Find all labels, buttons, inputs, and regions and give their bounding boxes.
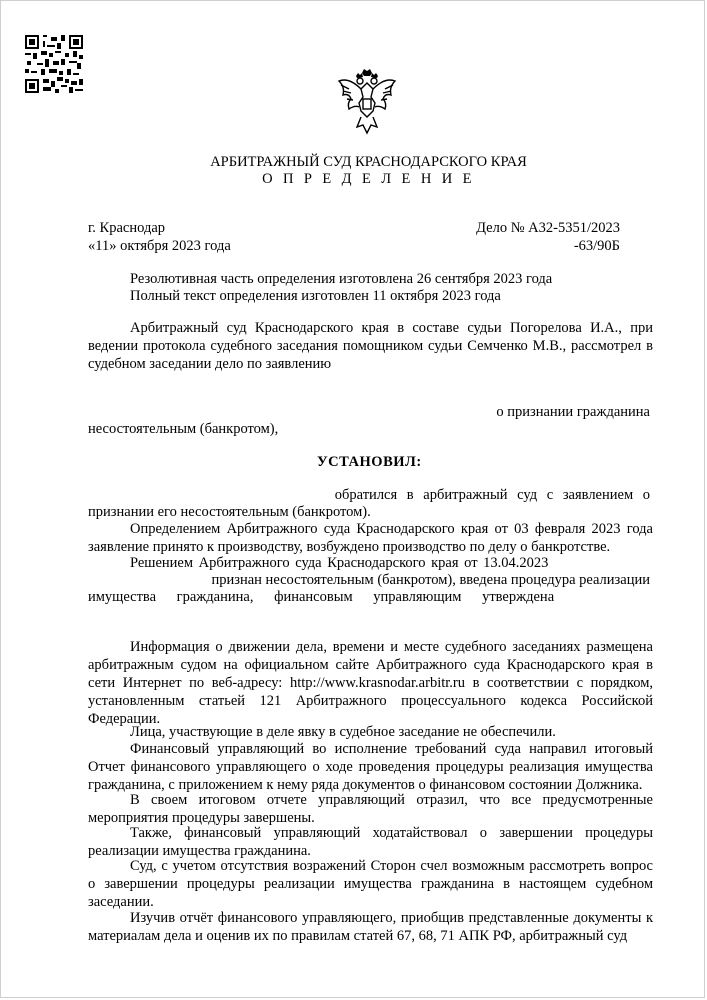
- paragraph-1a: обратился в арбитражный суд с заявлением о: [334, 487, 650, 503]
- paragraph-5: Лица, участвующие в деле явку в судебное заседание не обеспечили.: [130, 724, 556, 740]
- case-number: Дело № А32-5351/2023: [476, 220, 620, 236]
- paragraph-3a: Решением Арбитражного суда Краснодарского края от 13.04.2023: [130, 555, 549, 571]
- subject-line: несостоятельным (банкротом),: [88, 421, 279, 437]
- paragraph-4: Информация о движении дела, времени и месте судебного заседаниях размещена арбитражным судом на официальном сайте Арбитражного суда Краснодарского края в сети Интернет по веб-адресу: http://www.krasnodar.arbitr.ru в соответствии с порядком, установленным статьей 121 Арбитражного процессуального кодекса Российской Федерации.: [88, 639, 653, 727]
- paragraph-6: Финансовый управляющий во исполнение требований суда направил итоговый Отчет финансового управляющего о ходе проведения процедуры реализация имущества гражданина, с приложением к нему ряда документов о финансовом состоянии Должника.: [88, 741, 653, 793]
- ruling-date: «11» октября 2023 года: [88, 238, 231, 254]
- paragraph-3b: признан несостоятельным (банкротом), введена процедура реализации: [211, 572, 650, 588]
- city: г. Краснодар: [88, 220, 166, 236]
- qr-code-icon: [25, 35, 83, 93]
- paragraph-9: Суд, с учетом отсутствия возражений Сторон счел возможным рассмотреть вопрос о завершении процедуры реализации имущества гражданина в настоящем судебном заседании.: [88, 858, 653, 910]
- paragraph-2: Определением Арбитражного суда Краснодарского края от 03 февраля 2023 года заявление принято к производству, возбуждено производство по делу о банкротстве.: [88, 521, 653, 555]
- paragraph-7: В своем итоговом отчете управляющий отразил, что все предусмотренные мероприятия процедуры завершены.: [88, 792, 653, 826]
- intro-paragraph: Арбитражный суд Краснодарского края в составе судьи Погорелова И.А., при ведении протокола судебного заседания помощником судьи Семченко М.В., рассмотрел в судебном заседании дело по заявлению: [88, 320, 653, 372]
- document-type: О П Р Е Д Е Л Е Н И Е: [262, 171, 475, 187]
- paragraph-10: Изучив отчёт финансового управляющего, приобщив представленные документы к материалам дела и оценив их по правилам статей 67, 68, 71 АПК РФ, арбитражный суд: [88, 910, 653, 944]
- paragraph-8: Также, финансовый управляющий ходатайствовал о завершении процедуры реализации имущества гражданина.: [88, 825, 653, 859]
- full-text-note: Полный текст определения изготовлен 11 октября 2023 года: [130, 288, 501, 304]
- paragraph-1b: признании его несостоятельным (банкротом).: [88, 504, 371, 520]
- ustanovil-heading: УСТАНОВИЛ:: [317, 454, 422, 470]
- subject-tail: о признании гражданина: [496, 404, 650, 420]
- court-name: АРБИТРАЖНЫЙ СУД КРАСНОДАРСКОГО КРАЯ: [210, 154, 527, 170]
- paragraph-3c: имущества гражданина, финансовым управляющим утверждена: [88, 589, 555, 605]
- resolutive-part-note: Резолютивная часть определения изготовлена 26 сентября 2023 года: [130, 271, 553, 287]
- case-number-suffix: -63/90Б: [573, 238, 620, 254]
- coat-of-arms-emblem: [335, 67, 399, 139]
